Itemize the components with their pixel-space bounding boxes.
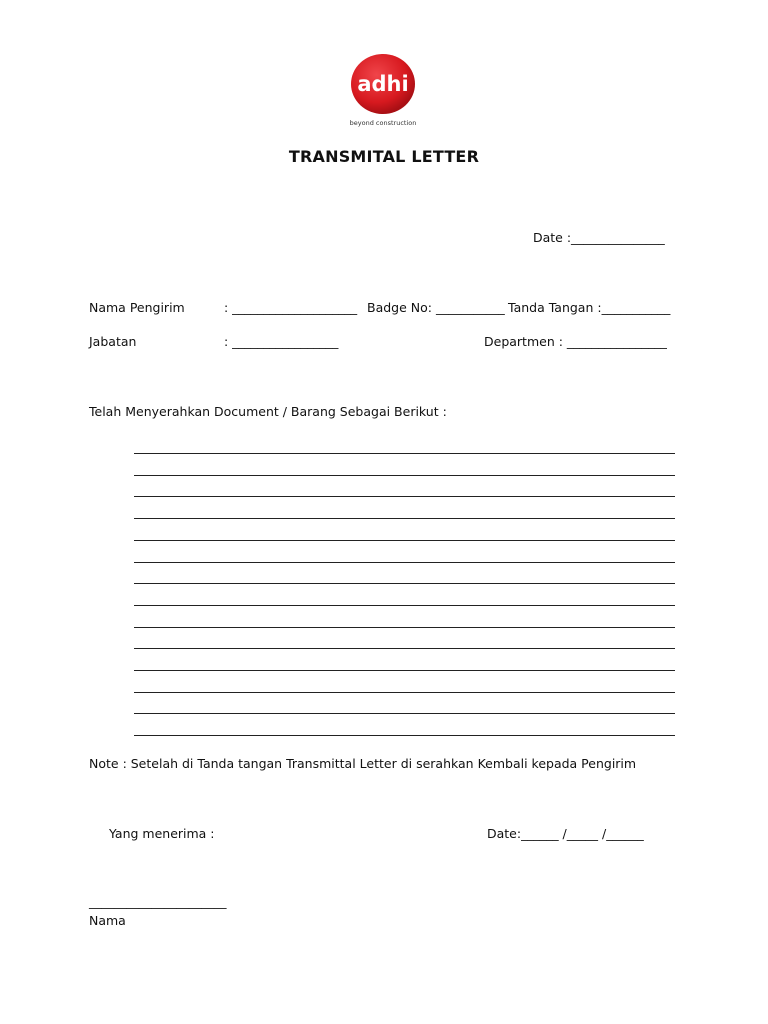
item-blank-line — [134, 670, 675, 671]
document-title: TRANSMITAL LETTER — [288, 147, 480, 166]
item-blank-line — [134, 453, 675, 454]
intro-text: Telah Menyerahkan Document / Barang Sebagai Berikut : — [89, 404, 447, 419]
note-text: Note : Setelah di Tanda tangan Transmittal Letter di serahkan Kembali kepada Pengirim — [89, 756, 637, 771]
nama-label: Nama — [89, 913, 126, 928]
nama-pengirim-label: Nama Pengirim — [89, 300, 185, 315]
item-blank-line — [134, 496, 675, 497]
adhi-logo-icon — [340, 52, 428, 130]
item-blank-line — [134, 627, 675, 628]
signature-line: ______________________ — [89, 894, 227, 909]
logo-brand-text: adhi — [357, 72, 409, 96]
tanda-tangan-field: Tanda Tangan :___________ — [508, 300, 671, 315]
receiver-date-field: Date:______ /_____ /______ — [487, 826, 644, 841]
item-blank-line — [134, 583, 675, 584]
item-blank-line — [134, 713, 675, 714]
item-blank-line — [134, 475, 675, 476]
item-blank-line — [134, 735, 675, 736]
item-blank-line — [134, 562, 675, 563]
item-blank-line — [134, 692, 675, 693]
item-blank-line — [134, 518, 675, 519]
item-blank-line — [134, 540, 675, 541]
jabatan-field: : _________________ — [224, 334, 339, 349]
logo-tagline: beyond construction — [349, 119, 417, 127]
item-blank-line — [134, 605, 675, 606]
company-logo — [340, 52, 428, 130]
badge-no-field: Badge No: ___________ — [367, 300, 505, 315]
date-field: Date :_______________ — [533, 230, 665, 245]
item-blank-line — [134, 648, 675, 649]
departmen-field: Departmen : ________________ — [484, 334, 667, 349]
jabatan-label: Jabatan — [89, 334, 137, 349]
nama-pengirim-field: : ____________________ — [224, 300, 358, 315]
receiver-label: Yang menerima : — [109, 826, 215, 841]
